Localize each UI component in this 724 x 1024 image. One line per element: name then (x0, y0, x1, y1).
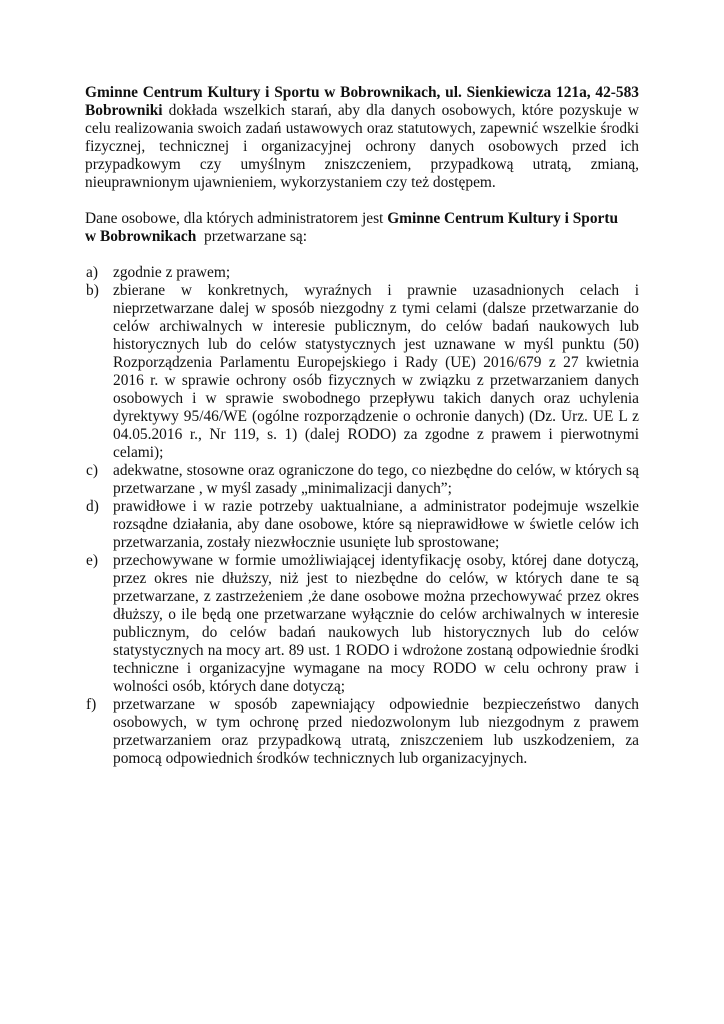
administrator-name-line2: w Bobrownikach (85, 228, 197, 245)
processed-text: przetwarzane są: (196, 228, 307, 245)
list-item-text: zbierane w konkretnych, wyraźnych i prawnie uzasadnionych celach i nieprzetwarzane dalej w sposób niezgodny z tymi celami (dalsze przetwarzanie do celów archiwalnych w interesie publicznym, do celów badań naukowych lub historycznych lub do celów statystycznych jest uznawane w myśl punktu (50) Rozporządzenia Parlamentu Europejskiego i Rady (UE) 2016/679 z 27 kwietnia 2016 r. w sprawie ochrony osób fizycznych w związku z przetwarzaniem danych osobowych i w sprawie swobodnego przepływu takich danych oraz uchylenia dyrektywy 95/46/WE (ogólne rozporządzenie o ochronie danych) (Dz. Urz. UE L z 04.05.2016 r., Nr 119, s. 1) (dalej RODO) za zgodne z prawem i pierwotnymi celami); (113, 282, 639, 461)
list-marker: a) (86, 264, 98, 281)
processing-principles-list (85, 264, 639, 768)
list-item (85, 282, 639, 462)
paragraph-spacer (85, 192, 639, 210)
paragraph-spacer (85, 246, 639, 264)
administrator-name-line1: Gminne Centrum Kultury i Sportu (387, 210, 619, 227)
list-item-text: zgodnie z prawem; (113, 264, 231, 281)
list-item (85, 462, 639, 498)
administrator-text: Dane osobowe, dla których administratorem jest (85, 210, 388, 227)
list-marker: c) (86, 462, 98, 479)
list-marker: d) (86, 498, 99, 515)
list-item-text: przechowywane w formie umożliwiającej identyfikację osoby, której dane dotyczą, przez okres nie dłuższy, niż jest to niezbędne do celów, w których dane te są przetwarzane, z zastrzeżeniem ,że dane osobowe można przechowywać przez okres dłuższy, o ile będą one przetwarzane wyłącznie do celów archiwalnych w interesie publicznym, do celów badań naukowych lub historycznych lub do celów statystycznych na mocy art. 89 ust. 1 RODO i wdrożone zostaną odpowiednie środki techniczne i organizacyjne wymagane na mocy RODO w celu ochrony praw i wolności osób, których dane dotyczą; (113, 552, 639, 695)
list-item-text: adekwatne, stosowne oraz ograniczone do tego, co niezbędne do celów, w których są przetwarzane , w myśl zasady „minimalizacji danych”; (113, 462, 639, 497)
list-marker: f) (86, 696, 97, 713)
list-item (85, 696, 639, 768)
administrator-paragraph (85, 210, 639, 246)
list-item (85, 498, 639, 552)
organization-name-address: Gminne Centrum Kultury i Sportu w Bobrownikach, ul. Sienkiewicza 121a, 42-583 Bobrowniki (85, 84, 639, 119)
intro-paragraph (85, 84, 639, 192)
list-item-text: prawidłowe i w razie potrzeby uaktualniane, a administrator podejmuje wszelkie rozsądne działania, aby dane osobowe, które są nieprawidłowe w świetle celów ich przetwarzania, zostały niezwłocznie usunięte lub sprostowane; (113, 498, 639, 551)
list-item-text: przetwarzane w sposób zapewniający odpowiednie bezpieczeństwo danych osobowych, w tym ochronę przed niedozwolonym lub niezgodnym z prawem przetwarzaniem oraz przypadkową utratą, zniszczeniem lub uszkodzeniem, za pomocą odpowiednich środków technicznych lub organizacyjnych. (113, 696, 639, 767)
intro-text: dokłada wszelkich starań, aby dla danych osobowych, które pozyskuje w celu realizowania swoich zadań ustawowych oraz statutowych, zapewnić wszelkie środki fizycznej, technicznej i organizacyjnej ochrony danych osobowych przed ich przypadkowym czy umyślnym zniszczeniem, przypadkową utratą, zmianą, nieuprawnionym ujawnieniem, wykorzystaniem czy też dostępem. (85, 102, 639, 191)
list-item (85, 552, 639, 696)
document-page (85, 84, 639, 768)
list-marker: b) (86, 282, 99, 299)
list-item (85, 264, 639, 282)
list-marker: e) (86, 552, 98, 569)
